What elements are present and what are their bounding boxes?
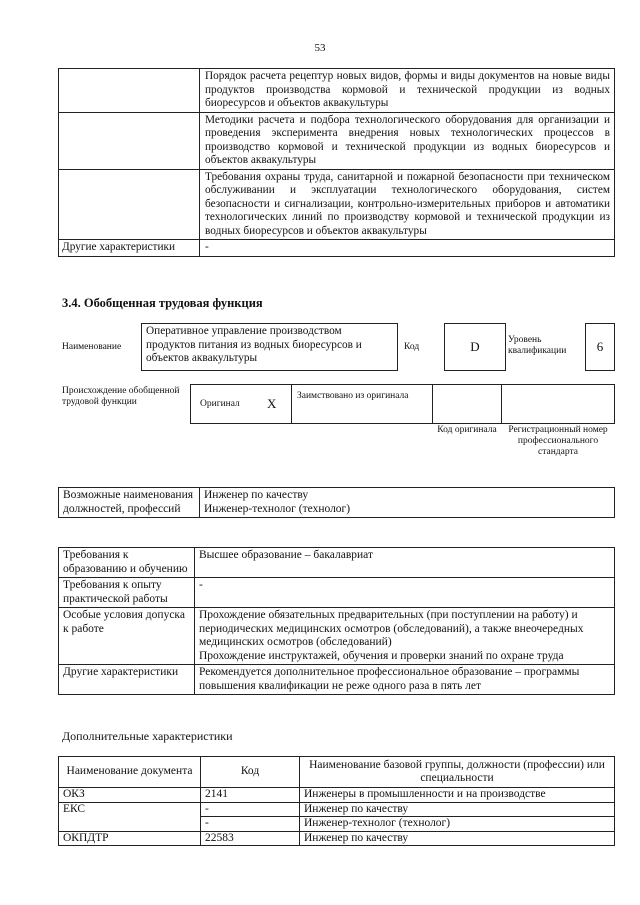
positions-values	[200, 488, 615, 518]
name-label: Наименование	[62, 342, 122, 352]
additional-characteristics-title: Дополнительные характеристики	[62, 729, 233, 743]
code-label: Код	[404, 342, 420, 352]
positions-table	[58, 487, 615, 518]
additional-characteristics-table	[58, 756, 615, 846]
table-row	[59, 169, 615, 240]
requirement-label: Другие характеристики	[59, 665, 195, 695]
original-label: Оригинал	[200, 399, 240, 409]
requirement-label: Требования к опыту практической работы	[59, 578, 195, 608]
requirement-label: Особые условия допуска к работе	[59, 608, 195, 665]
requirement-value: -	[195, 578, 615, 608]
knowledge-table	[58, 68, 615, 257]
table-row	[59, 788, 615, 803]
other-characteristics-value: -	[200, 240, 615, 257]
table-row	[59, 69, 615, 113]
requirement-value	[195, 608, 615, 665]
position-item: Инженер-технолог (технолог)	[204, 502, 351, 515]
positions-label: Возможные наименования должностей, профессий	[59, 488, 200, 518]
table-row	[59, 240, 615, 257]
cell-name: Инженер-технолог (технолог)	[300, 817, 615, 832]
column-header: Наименование базовой группы, должности (профессии) или специальности	[300, 757, 615, 788]
qualification-level-label: Уровень квалификации	[508, 335, 567, 356]
table-row	[59, 665, 615, 695]
qualification-level-box: 6	[585, 323, 615, 371]
requirement-label: Требования к образованию и обучению	[59, 548, 195, 578]
table-row	[59, 548, 615, 578]
code-value-box: D	[444, 323, 506, 371]
registration-number-box	[501, 384, 615, 424]
knowledge-item: Методики расчета и подбора технологического оборудования для организации и проведения эксперимента внедрения новых технологических процессов в производство кормовой и технической продукции из водных биоресурсов и объектов аквакультуры	[200, 112, 615, 169]
table-row	[59, 488, 615, 518]
table-row	[59, 802, 615, 817]
page-number: 53	[314, 42, 326, 54]
requirements-table	[58, 547, 615, 695]
original-code-caption: Код оригинала	[437, 425, 497, 435]
cell-doc: ЕКС	[59, 802, 201, 831]
cell-code: -	[201, 817, 300, 832]
knowledge-item: Требования охраны труда, санитарной и пожарной безопасности при техническом обслуживании и эксплуатации технологического оборудования, систем безопасности и сигнализации, контрольно-измерительных приборов и автоматики технологических линий по производству кормовой и технической продукции из водных биоресурсов и объектов аквакультуры	[200, 169, 615, 240]
table-row	[59, 112, 615, 169]
table-header-row	[59, 757, 615, 788]
section-title: 3.4. Обобщенная трудовая функция	[62, 296, 263, 310]
registration-number-caption: Регистрационный номер профессионального стандарта	[508, 425, 608, 457]
requirement-value: Рекомендуется дополнительное профессиональное образование – программы повышения квалификации не реже одного раза в пять лет	[195, 665, 615, 695]
origin-label: Происхождение обобщенной трудовой функции	[62, 386, 180, 407]
other-characteristics-label: Другие характеристики	[59, 240, 200, 257]
original-code-box	[432, 384, 502, 424]
table-row	[59, 831, 615, 846]
original-mark: X	[267, 396, 277, 411]
function-name-box: Оперативное управление производством продуктов питания из водных биоресурсов и объектов аквакультуры	[141, 323, 398, 371]
cell-name: Инженер по качеству	[300, 802, 615, 817]
cell-code: -	[201, 802, 300, 817]
original-box	[190, 384, 292, 424]
table-row	[59, 578, 615, 608]
cell-doc: ОКПДТР	[59, 831, 201, 846]
position-item: Инженер по качеству	[204, 489, 309, 501]
cell-code: 2141	[201, 788, 300, 803]
requirement-line: Прохождение инструктажей, обучения и проверки знаний по охране труда	[199, 649, 564, 662]
requirement-value: Высшее образование – бакалавриат	[195, 548, 615, 578]
cell-code: 22583	[201, 831, 300, 846]
cell-name: Инженеры в промышленности и на производстве	[300, 788, 615, 803]
cell-doc: ОКЗ	[59, 788, 201, 803]
column-header: Код	[201, 757, 300, 788]
column-header: Наименование документа	[59, 757, 201, 788]
knowledge-item: Порядок расчета рецептур новых видов, формы и виды документов на новые виды продуктов производства кормовой и технической продукции из водных биоресурсов и объектов аквакультуры	[200, 69, 615, 113]
table-row	[59, 608, 615, 665]
requirement-line: Прохождение обязательных предварительных (при поступлении на работу) и периодических медицинских осмотров (обследований), а также внеочередных медицинских осмотров (обследований)	[199, 609, 584, 648]
borrowed-label: Заимствовано из оригинала	[291, 384, 433, 424]
cell-name: Инженер по качеству	[300, 831, 615, 846]
